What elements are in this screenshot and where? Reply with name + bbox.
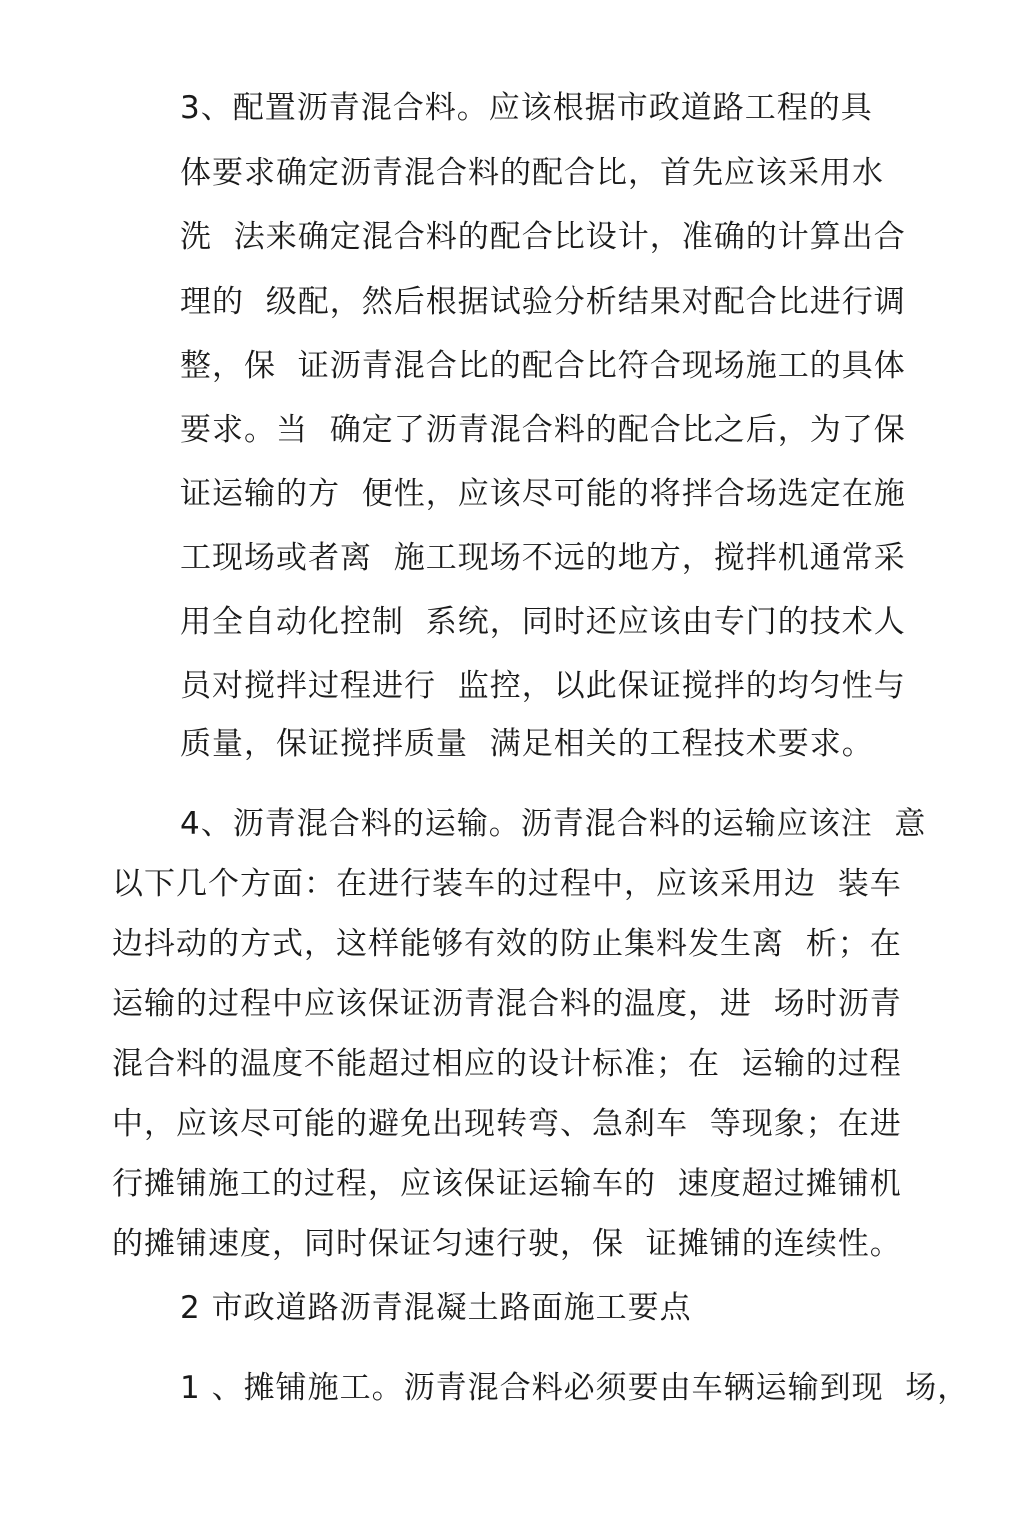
paragraph-4-line: 行摊铺施工的过程，应该保证运输车的 速度超过摊铺机: [112, 1166, 902, 1202]
paragraph-4-line: 运输的过程中应该保证沥青混合料的温度，进 场时沥青: [112, 986, 902, 1022]
paragraph-1-line: 1 、摊铺施工。沥青混合料必须要由车辆运输到现 场，: [180, 1370, 970, 1406]
paragraph-4-line: 以下几个方面：在进行装车的过程中，应该采用边 装车: [112, 866, 902, 902]
section-heading: 2 市政道路沥青混凝土路面施工要点: [180, 1290, 692, 1326]
paragraph-4-line: 混合料的温度不能超过相应的设计标准；在 运输的过程: [112, 1046, 902, 1082]
paragraph-4-line: 边抖动的方式，这样能够有效的防止集料发生离 析；在: [112, 926, 902, 962]
paragraph-3-line: 证运输的方 便性，应该尽可能的将拌合场选定在施: [180, 476, 906, 512]
paragraph-3-line: 体要求确定沥青混合料的配合比，首先应该采用水: [180, 155, 884, 191]
paragraph-3-line: 3、配置沥青混合料。应该根据市政道路工程的具: [180, 90, 873, 126]
paragraph-3-line: 工现场或者离 施工现场不远的地方，搅拌机通常采: [180, 540, 906, 576]
paragraph-3-line: 员对搅拌过程进行 监控，以此保证搅拌的均匀性与: [180, 668, 906, 704]
paragraph-4-line: 的摊铺速度，同时保证匀速行驶，保 证摊铺的连续性。: [112, 1226, 902, 1262]
paragraph-3-line: 理的 级配，然后根据试验分析结果对配合比进行调: [180, 284, 906, 320]
paragraph-4-line: 中，应该尽可能的避免出现转弯、急刹车 等现象；在进: [112, 1106, 902, 1142]
paragraph-3-line: 整，保 证沥青混合比的配合比符合现场施工的具体: [180, 348, 906, 384]
paragraph-4-line: 4、沥青混合料的运输。沥青混合料的运输应该注 意: [180, 806, 927, 842]
paragraph-3-line: 洗 法来确定混合料的配合比设计，准确的计算出合: [180, 219, 906, 255]
paragraph-3-line: 用全自动化控制 系统，同时还应该由专门的技术人: [180, 604, 906, 640]
paragraph-3-line: 质量，保证搅拌质量 满足相关的工程技术要求。: [180, 726, 874, 762]
paragraph-3-line: 要求。当 确定了沥青混合料的配合比之后，为了保: [180, 412, 906, 448]
